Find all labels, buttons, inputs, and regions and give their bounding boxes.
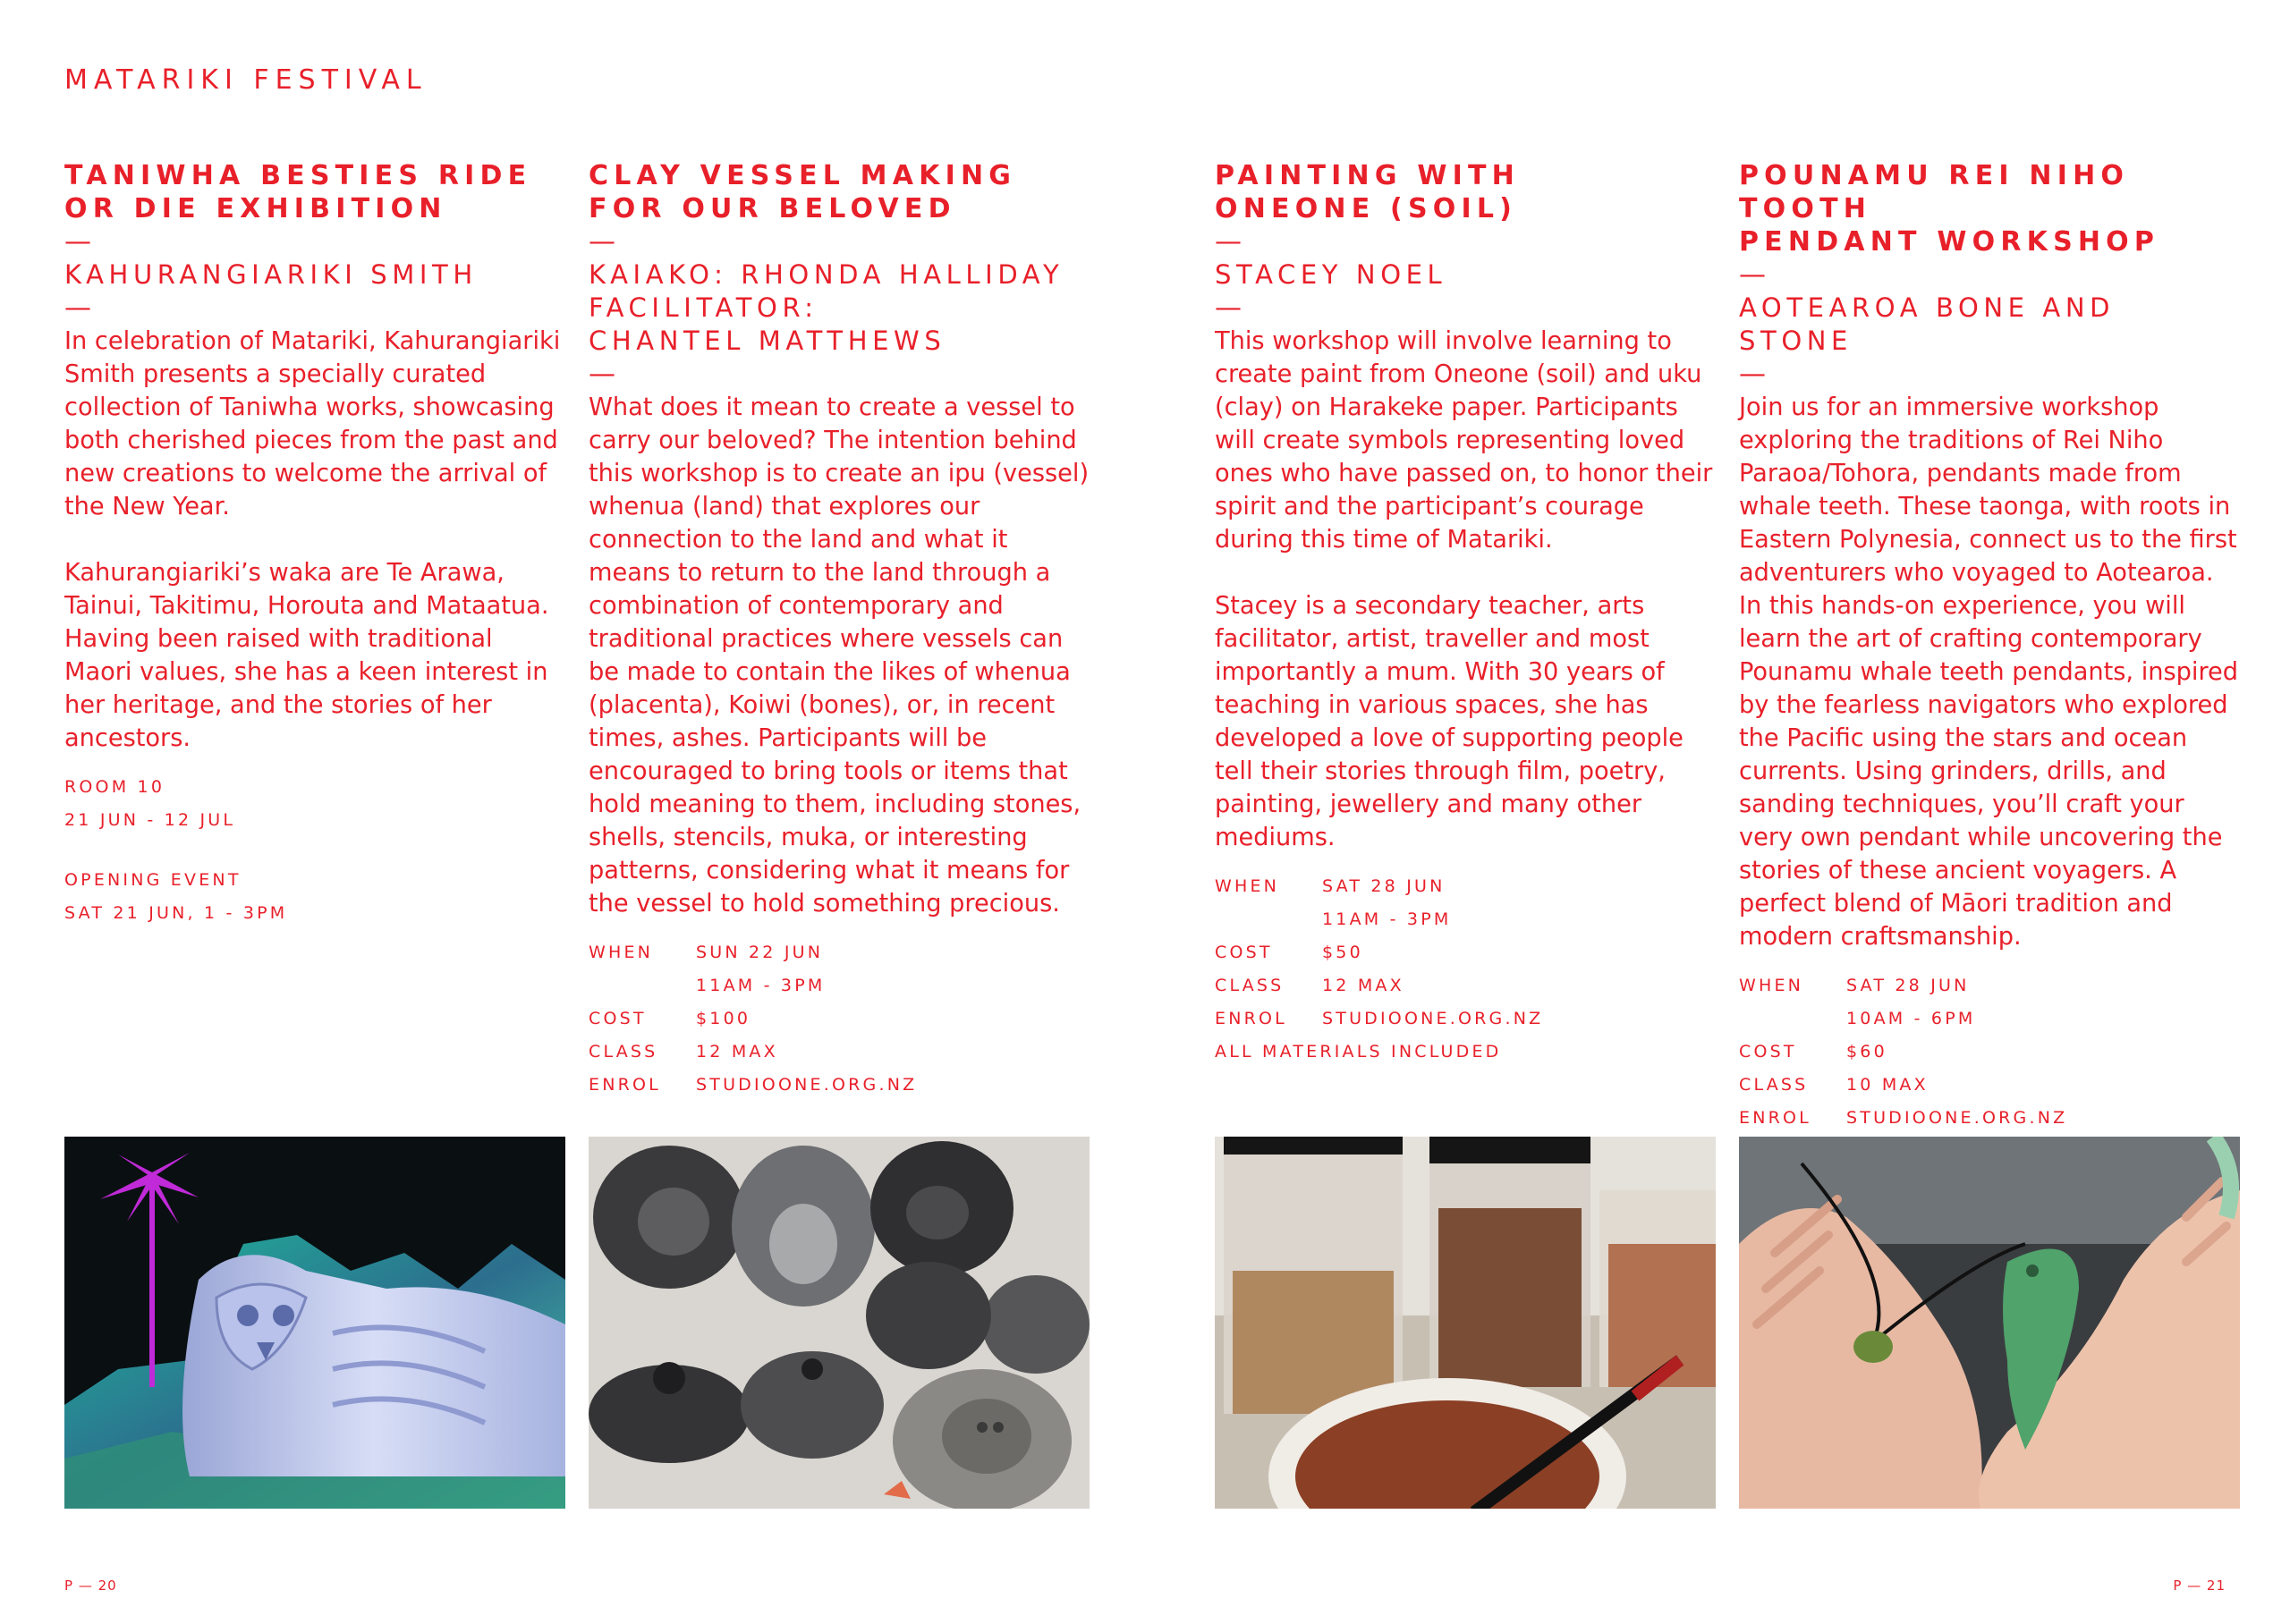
dash-divider: — bbox=[64, 226, 91, 258]
detail-label: CLASS bbox=[1215, 976, 1285, 995]
detail-value: 11AM - 3PM bbox=[696, 976, 826, 995]
taniwha-artwork-photo bbox=[64, 1137, 565, 1509]
event-description: This workshop will involve learning to create paint from Oneone (soil) and uku (clay) on Harakeke paper. Participants will create symbols representing loved ones who have passed on, to honor their spirit and the participant’s courage during this time of Matariki. Stacey is a secondary teacher, arts facilitator, artist, traveller and most importantly a mum. With 30 years of teaching in various spaces, she has developed a love of supporting people tell their stories through film, poetry, painting, jewellery and many other mediums. bbox=[1215, 327, 1713, 851]
event-title: CLAY VESSEL MAKING FOR OUR BELOVED bbox=[589, 160, 1017, 224]
event-artist: KAHURANGIARIKI SMITH bbox=[64, 259, 478, 290]
detail-label: ENROL bbox=[589, 1075, 661, 1095]
detail-row-class bbox=[1739, 1069, 2240, 1102]
clay-vessels-illustration bbox=[589, 1137, 1090, 1509]
event-artist: AOTEAROA BONE AND STONE bbox=[1739, 292, 2116, 356]
event-column-painting-oneone bbox=[1215, 159, 1716, 1069]
soil-paint-jars-photo bbox=[1215, 1137, 1716, 1509]
detail-label: COST bbox=[1215, 943, 1273, 962]
detail-row-cost bbox=[1215, 936, 1716, 969]
detail-label: WHEN bbox=[1215, 876, 1280, 896]
materials-note: ALL MATERIALS INCLUDED bbox=[1215, 1042, 1502, 1062]
detail-value: 12 MAX bbox=[696, 1042, 778, 1062]
dash-divider: — bbox=[64, 292, 91, 324]
detail-value: $60 bbox=[1846, 1042, 1887, 1062]
event-description: What does it mean to create a vessel to carry our beloved? The intention behind this workshop is to create an ipu (vessel) whenua (land) that explores our connection to the land and what it means to return to the land through a combination of contemporary and traditional practices where vessels can be made to contain the likes of whenua (placenta), Koiwi (bones), or, in recent times, ashes. Participants will be encouraged to bring tools or items that hold meaning to them, including stones, shells, stencils, muka, or interesting patterns, considering what it means for the vessel to hold something precious. bbox=[589, 393, 1090, 918]
dash-divider: — bbox=[1739, 359, 1766, 390]
detail-value: $100 bbox=[696, 1009, 751, 1028]
enrol-link[interactable]: STUDIOONE.ORG.NZ bbox=[1322, 1009, 1544, 1028]
festival-title: MATARIKI FESTIVAL bbox=[64, 64, 428, 96]
detail-label: ENROL bbox=[1739, 1108, 1811, 1128]
detail-value: SAT 28 JUN bbox=[1322, 876, 1446, 896]
detail-label: ENROL bbox=[1215, 1009, 1287, 1028]
dash-divider: — bbox=[1215, 292, 1242, 324]
detail-label: WHEN bbox=[1739, 976, 1804, 995]
detail-row-class bbox=[589, 1036, 1090, 1069]
detail-row-enrol bbox=[1215, 1002, 1716, 1036]
event-title: PAINTING WITH ONEONE (SOIL) bbox=[1215, 160, 1520, 224]
event-facilitators: KAIAKO: RHONDA HALLIDAY FACILITATOR: CHANTEL MATTHEWS bbox=[589, 259, 1064, 356]
event-column-pounamu bbox=[1739, 159, 2240, 1135]
detail-row-time bbox=[1739, 1002, 2240, 1036]
detail-value: SAT 28 JUN bbox=[1846, 976, 1970, 995]
event-info bbox=[64, 771, 565, 930]
detail-label bbox=[1215, 903, 1322, 936]
detail-row-enrol bbox=[1739, 1102, 2240, 1135]
detail-row-cost bbox=[1739, 1036, 2240, 1069]
detail-row-when bbox=[1215, 870, 1716, 903]
detail-value: 11AM - 3PM bbox=[1322, 909, 1452, 929]
detail-row-class bbox=[1215, 969, 1716, 1002]
detail-row-time bbox=[589, 969, 1090, 1002]
event-column-clay-vessel bbox=[589, 159, 1090, 1102]
detail-label bbox=[1739, 1002, 1846, 1036]
info-line-room: ROOM 10 bbox=[64, 777, 165, 797]
soil-paint-jars-illustration bbox=[1215, 1137, 1716, 1509]
event-details bbox=[1739, 969, 2240, 1135]
detail-value: 12 MAX bbox=[1322, 976, 1404, 995]
event-details bbox=[1215, 870, 1716, 1069]
event-title: POUNAMU REI NIHO TOOTH PENDANT WORKSHOP bbox=[1739, 160, 2160, 258]
event-description: In celebration of Matariki, Kahurangiariki Smith presents a specially curated collection of Taniwha works, showcasing both cherished pieces from the past and new creations to welcome the arrival of the New Year. Kahurangiariki’s waka are Te Arawa, Tainui, Takitimu, Horouta and Mataatua. Having been raised with traditional Maori values, she has a keen interest in her heritage, and the stories of her ancestors. bbox=[64, 327, 561, 752]
detail-row-when bbox=[1739, 969, 2240, 1002]
detail-label: CLASS bbox=[1739, 1075, 1809, 1095]
detail-value: SUN 22 JUN bbox=[696, 943, 824, 962]
detail-label: WHEN bbox=[589, 943, 654, 962]
dash-divider: — bbox=[1215, 226, 1242, 258]
event-column-taniwha bbox=[64, 159, 565, 930]
taniwha-artwork-illustration bbox=[64, 1137, 565, 1509]
detail-value: 10 MAX bbox=[1846, 1075, 1929, 1095]
page-number-right: P — 21 bbox=[2173, 1577, 2226, 1594]
detail-label: COST bbox=[589, 1009, 647, 1028]
detail-value: $50 bbox=[1322, 943, 1363, 962]
event-artist: STACEY NOEL bbox=[1215, 259, 1447, 290]
detail-row-enrol bbox=[589, 1069, 1090, 1102]
dash-divider: — bbox=[1739, 259, 1766, 291]
event-details bbox=[589, 936, 1090, 1102]
enrol-link[interactable]: STUDIOONE.ORG.NZ bbox=[1846, 1108, 2068, 1128]
enrol-link[interactable]: STUDIOONE.ORG.NZ bbox=[696, 1075, 918, 1095]
detail-row-time bbox=[1215, 903, 1716, 936]
detail-label bbox=[589, 969, 696, 1002]
info-line-dates: 21 JUN - 12 JUL bbox=[64, 810, 236, 830]
dash-divider: — bbox=[589, 359, 615, 390]
pounamu-pendant-illustration bbox=[1739, 1137, 2240, 1509]
detail-label: COST bbox=[1739, 1042, 1797, 1062]
info-line-opening-time: SAT 21 JUN, 1 - 3PM bbox=[64, 903, 288, 923]
detail-label: CLASS bbox=[589, 1042, 658, 1062]
detail-row-cost bbox=[589, 1002, 1090, 1036]
pounamu-pendant-photo bbox=[1739, 1137, 2240, 1509]
event-title: TANIWHA BESTIES RIDE OR DIE EXHIBITION bbox=[64, 160, 532, 224]
detail-row-materials bbox=[1215, 1036, 1716, 1069]
detail-value: 10AM - 6PM bbox=[1846, 1009, 1976, 1028]
info-line-opening-label: OPENING EVENT bbox=[64, 870, 242, 890]
page-number-left: P — 20 bbox=[64, 1577, 117, 1594]
clay-vessels-photo bbox=[589, 1137, 1090, 1509]
dash-divider: — bbox=[589, 226, 615, 258]
detail-row-when bbox=[589, 936, 1090, 969]
event-description: Join us for an immersive workshop exploring the traditions of Rei Niho Paraoa/Tohora, pendants made from whale teeth. These taonga, with roots in Eastern Polynesia, connect us to the first adventurers who voyaged to Aotearoa. In this hands-on experience, you will learn the art of crafting contemporary Pounamu whale teeth pendants, inspired by the fearless navigators who explored the Pacific using the stars and ocean currents. Using grinders, drills, and sanding techniques, you’ll craft your very own pendant while uncovering the stories of these ancient voyagers. A perfect blend of Māori tradition and modern craftsmanship. bbox=[1739, 393, 2239, 951]
